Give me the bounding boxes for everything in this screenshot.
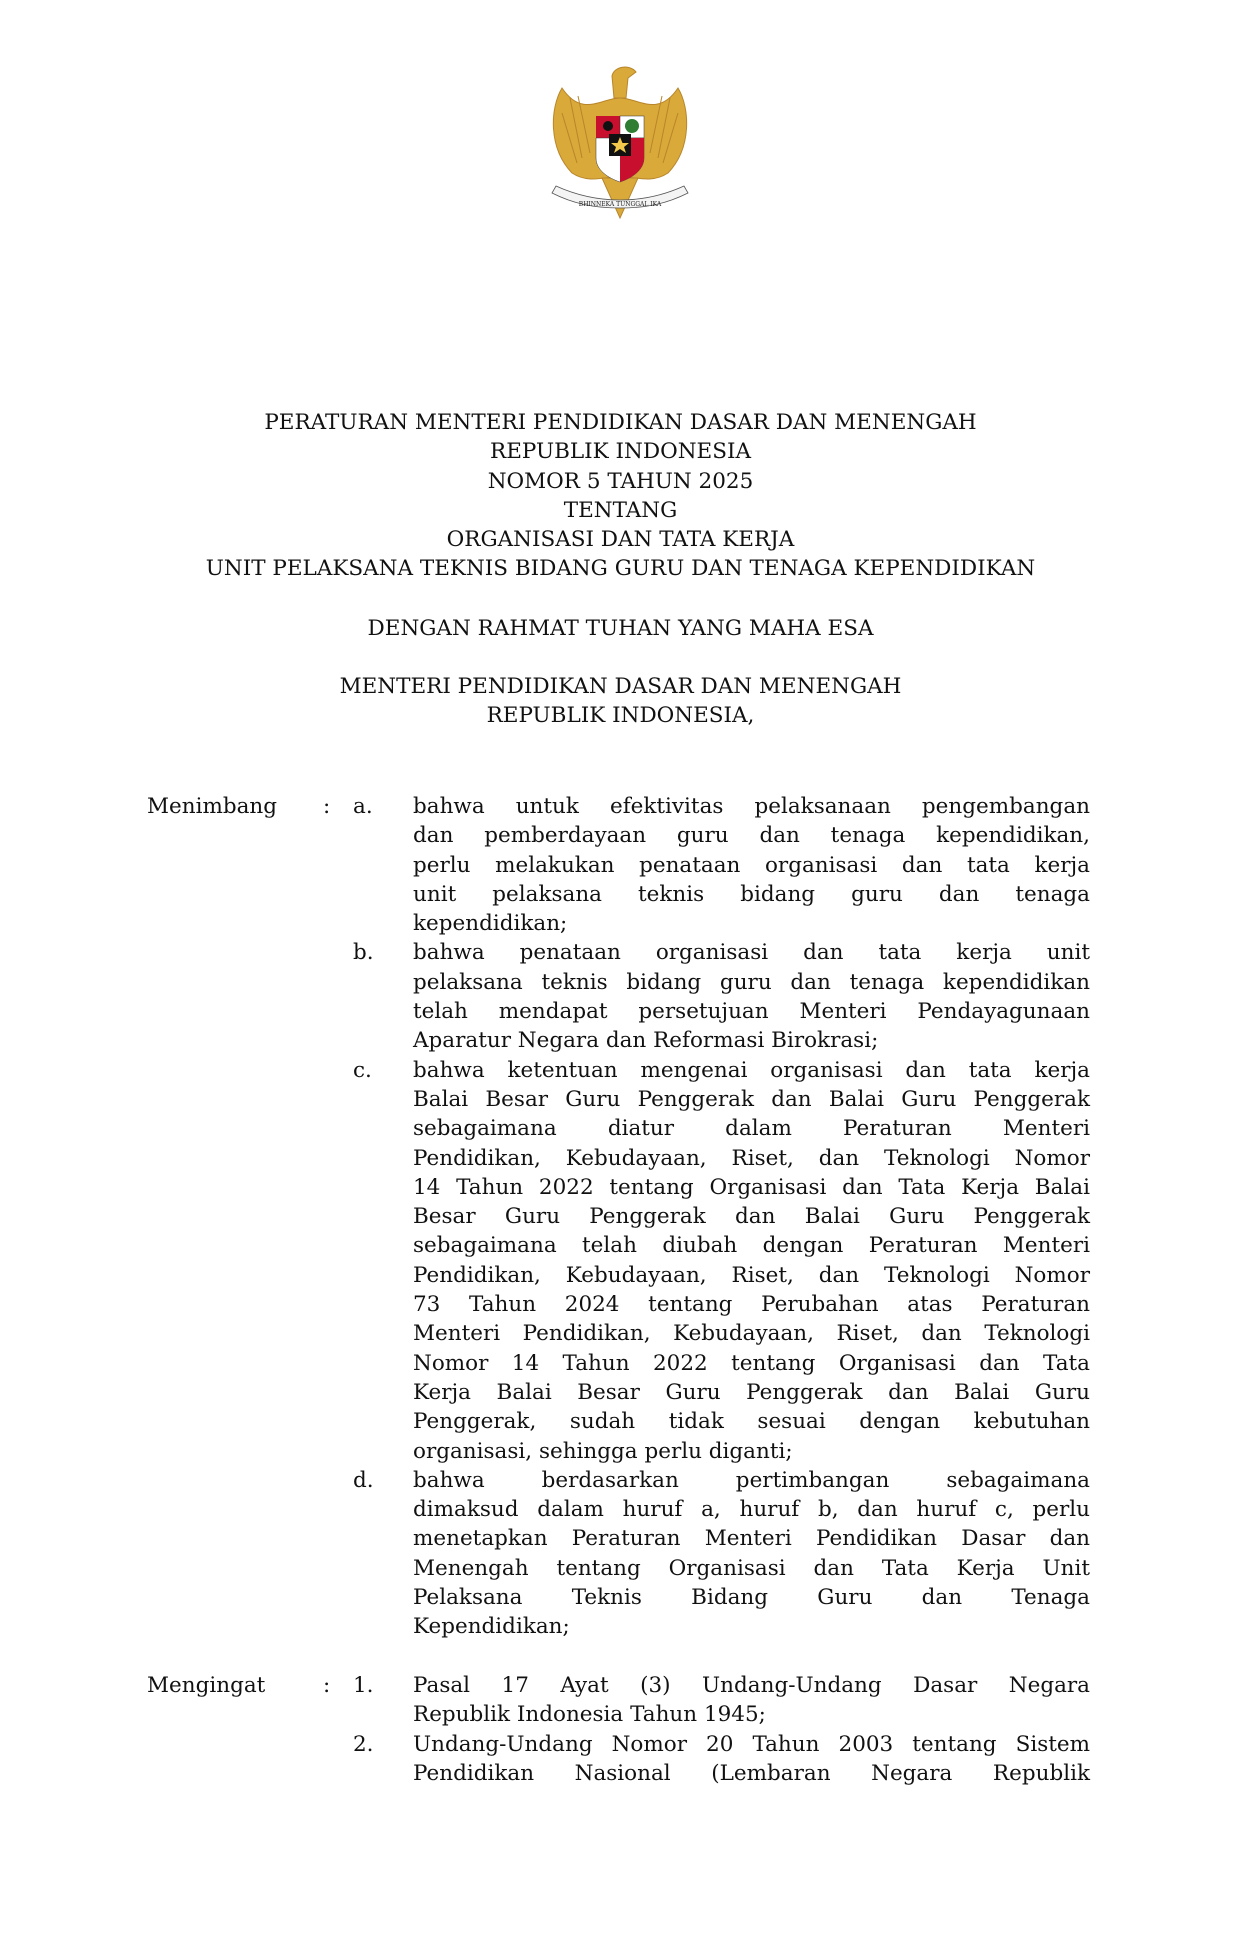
section-line	[0, 909, 1241, 938]
item-text-line: Kerja Balai Besar Guru Penggerak dan Balai Guru	[413, 1379, 1090, 1405]
section-line	[0, 1231, 1241, 1260]
item-number: 2.	[353, 1731, 374, 1757]
minister-line: MENTERI PENDIDIKAN DASAR DAN MENENGAH	[339, 674, 902, 699]
item-text-line: Republik Indonesia Tahun 1945;	[413, 1702, 766, 1728]
item-number: c.	[353, 1057, 372, 1083]
item-text-line: 14 Tahun 2022 tentang Organisasi dan Tata Kerja Balai	[413, 1174, 1090, 1200]
section-line	[0, 1524, 1241, 1553]
item-text-line: Pasal 17 Ayat (3) Undang-Undang Dasar Negara	[413, 1672, 1090, 1698]
section-colon: :	[323, 794, 331, 819]
section-line	[0, 1730, 1241, 1759]
section-line	[0, 1554, 1241, 1583]
section-line	[0, 1056, 1241, 1085]
section-label: Mengingat	[147, 1672, 266, 1698]
invocation: DENGAN RAHMAT TUHAN YANG MAHA ESA	[367, 616, 874, 641]
section-line	[0, 1290, 1241, 1319]
item-text-line: Besar Guru Penggerak dan Balai Guru Penggerak	[413, 1204, 1090, 1230]
item-text-line: unit pelaksana teknis bidang guru dan tenaga	[413, 881, 1090, 907]
section-line	[0, 1612, 1241, 1641]
title-line: ORGANISASI DAN TATA KERJA	[446, 527, 795, 553]
item-text-line: Undang-Undang Nomor 20 Tahun 2003 tentang Sistem	[413, 1731, 1090, 1757]
item-text-line: Nomor 14 Tahun 2022 tentang Organisasi dan Tata	[413, 1350, 1090, 1376]
section-line	[0, 1202, 1241, 1231]
item-text-line: perlu melakukan penataan organisasi dan tata kerja	[413, 852, 1090, 878]
item-text-line: Aparatur Negara dan Reformasi Birokrasi;	[413, 1028, 879, 1054]
item-text-line: Pelaksana Teknis Bidang Guru dan Tenaga	[413, 1585, 1090, 1611]
considerations-body	[0, 792, 1241, 1788]
item-text-line: sebagaimana telah diubah dengan Peraturan Menteri	[413, 1233, 1090, 1259]
section-line	[0, 1114, 1241, 1143]
spacer	[0, 1642, 1241, 1671]
item-text-line: bahwa untuk efektivitas pelaksanaan pengembangan	[413, 794, 1090, 819]
title-line: REPUBLIK INDONESIA	[490, 439, 751, 465]
section-line	[0, 1144, 1241, 1173]
section-line	[0, 1583, 1241, 1612]
item-text-line: organisasi, sehingga perlu diganti;	[413, 1438, 793, 1464]
motto-text: BHINNEKA TUNGGAL IKA	[578, 201, 662, 208]
section-line	[0, 1407, 1241, 1436]
minister-heading	[0, 672, 1241, 731]
section-line	[0, 1759, 1241, 1788]
item-text-line: Pendidikan, Kebudayaan, Riset, dan Teknologi Nomor	[413, 1145, 1090, 1171]
item-text-line: dimaksud dalam huruf a, huruf b, dan huruf c, perlu	[413, 1497, 1090, 1523]
item-text-line: pelaksana teknis bidang guru dan tenaga kependidikan	[413, 969, 1090, 995]
section-line	[0, 821, 1241, 850]
section-line	[0, 851, 1241, 880]
item-text-line: Balai Besar Guru Penggerak dan Balai Guru Penggerak	[413, 1086, 1090, 1112]
item-text-line: bahwa penataan organisasi dan tata kerja unit	[413, 940, 1090, 966]
section-line	[0, 1349, 1241, 1378]
section-line	[0, 1466, 1241, 1495]
item-text-line: Menengah tentang Organisasi dan Tata Kerja Unit	[413, 1555, 1090, 1581]
section-line	[0, 792, 1241, 821]
section-line	[0, 968, 1241, 997]
item-text-line: 73 Tahun 2024 tentang Perubahan atas Peraturan	[413, 1292, 1090, 1318]
section-line	[0, 1671, 1241, 1700]
item-text-line: Menteri Pendidikan, Kebudayaan, Riset, dan Teknologi	[413, 1321, 1090, 1347]
title-line: NOMOR 5 TAHUN 2025	[487, 468, 754, 494]
section-line	[0, 1026, 1241, 1055]
section-line	[0, 880, 1241, 909]
item-text-line: Pendidikan, Kebudayaan, Riset, dan Teknologi Nomor	[413, 1262, 1090, 1288]
title-line: UNIT PELAKSANA TEKNIS BIDANG GURU DAN TENAGA KEPENDIDIKAN	[205, 556, 1036, 582]
minister-line: REPUBLIK INDONESIA,	[486, 703, 755, 729]
section-line	[0, 1261, 1241, 1290]
item-text-line: telah mendapat persetujuan Menteri Pendayagunaan	[413, 999, 1090, 1025]
section-line	[0, 997, 1241, 1026]
item-number: 1.	[353, 1672, 374, 1698]
garuda-pancasila-emblem	[542, 58, 698, 226]
item-number: a.	[353, 794, 373, 819]
item-text-line: dan pemberdayaan guru dan tenaga kependidikan,	[413, 823, 1090, 849]
section-line	[0, 1378, 1241, 1407]
item-text-line: Penggerak, sudah tidak sesuai dengan kebutuhan	[413, 1409, 1090, 1435]
item-text-line: bahwa ketentuan mengenai organisasi dan tata kerja	[413, 1057, 1090, 1083]
item-text-line: kependidikan;	[413, 911, 568, 937]
section-line	[0, 1437, 1241, 1466]
section-label: Menimbang	[147, 794, 278, 819]
item-number: b.	[353, 940, 374, 966]
section-line	[0, 1319, 1241, 1348]
item-text-line: menetapkan Peraturan Menteri Pendidikan Dasar dan	[413, 1526, 1090, 1552]
item-text-line: Kependidikan;	[413, 1614, 570, 1640]
regulation-title	[0, 408, 1241, 584]
item-text-line: Pendidikan Nasional (Lembaran Negara Republik	[413, 1760, 1090, 1786]
title-line: TENTANG	[563, 497, 678, 523]
section-line	[0, 1173, 1241, 1202]
section-line	[0, 938, 1241, 967]
item-text-line: sebagaimana diatur dalam Peraturan Menteri	[413, 1116, 1090, 1142]
section-line	[0, 1085, 1241, 1114]
title-line: PERATURAN MENTERI PENDIDIKAN DASAR DAN MENENGAH	[264, 410, 977, 435]
item-text-line: bahwa berdasarkan pertimbangan sebagaimana	[413, 1467, 1090, 1493]
section-colon: :	[323, 1672, 331, 1698]
item-number: d.	[353, 1467, 374, 1493]
section-line	[0, 1700, 1241, 1729]
section-line	[0, 1495, 1241, 1524]
